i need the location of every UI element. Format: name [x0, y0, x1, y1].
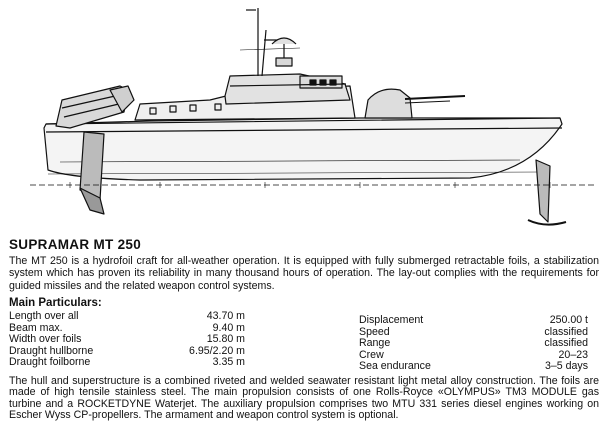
document-title: SUPRAMAR MT 250 — [9, 237, 142, 252]
spec-label: Displacement — [359, 314, 424, 326]
particulars-right-table — [359, 315, 588, 373]
spec-row — [9, 311, 245, 323]
spec-value: 250.00 t — [549, 314, 588, 326]
hull — [44, 118, 562, 180]
spec-row — [359, 338, 588, 350]
spec-value: 3.35 m — [212, 356, 245, 369]
superstructure — [135, 74, 355, 120]
spec-value: classified — [544, 325, 588, 338]
spec-row — [359, 361, 588, 373]
construction-paragraph: The hull and superstructure is a combined riveted and welded seawater resistant light metal alloy construction. The foils are made of high tensile stainless steel. The main propulsion consists of one Rolls-Royce «OLYMPUS» TM3 MODULE gas turbine and a ROCKETDYNE Waterjet. The auxiliary propulsion comprises two MTU 331 series diesel engines working on Escher Wyss CP-propellers. The armament and weapon control system is optional. — [9, 375, 599, 422]
spec-value: 15.80 m — [206, 333, 245, 346]
main-particulars-heading: Main Particulars: — [9, 297, 102, 309]
waterline — [30, 182, 595, 188]
spec-label: Length over all — [9, 310, 79, 322]
spec-label: Range — [359, 337, 391, 350]
spec-label: Crew — [359, 348, 384, 361]
spec-label: Beam max. — [9, 321, 63, 334]
spec-row — [9, 357, 245, 369]
spec-label: Sea endurance — [359, 360, 431, 373]
spec-value: 3–5 days — [545, 360, 588, 373]
aft-foil-strut — [80, 132, 104, 214]
spec-label: Width over foils — [9, 333, 82, 346]
intro-paragraph: The MT 250 is a hydrofoil craft for all-weather operation. It is equipped with fully submerged retractable foils, a stabilization system which has proven its reliability in many thousand hours of operation. The lay-out complies with the requirements for guided missiles and the related weapon control systems. — [9, 255, 599, 292]
spec-label: Speed — [359, 325, 390, 338]
spec-value: classified — [544, 337, 588, 350]
spec-label: Draught hullborne — [9, 344, 94, 357]
spec-value: 9.40 m — [212, 321, 245, 334]
spec-value: 20–23 — [558, 348, 588, 361]
particulars-left-table — [9, 311, 245, 369]
gun-turret — [365, 89, 465, 118]
spec-label: Draught foilborne — [9, 356, 91, 369]
spec-value: 43.70 m — [206, 310, 245, 322]
spec-value: 6.95/2.20 m — [189, 344, 245, 357]
mast — [240, 8, 300, 76]
forward-foil-strut — [528, 160, 566, 225]
spec-row — [359, 315, 588, 327]
